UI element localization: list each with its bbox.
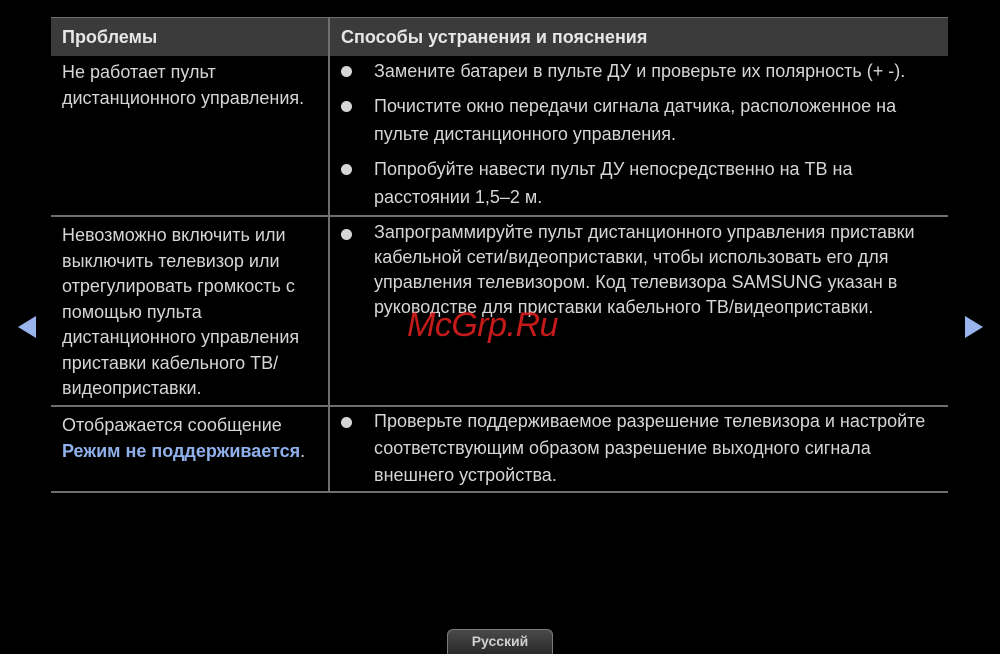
table-row xyxy=(51,407,948,493)
table-header xyxy=(51,17,948,56)
bullet-icon xyxy=(341,57,374,85)
bullet-icon xyxy=(341,408,374,489)
mode-not-supported-highlight: Режим не поддерживается xyxy=(62,440,301,461)
problem-suffix: . xyxy=(300,440,306,461)
bullet-icon xyxy=(341,220,374,320)
troubleshooting-table xyxy=(51,17,948,493)
bullet-icon xyxy=(341,155,374,211)
solution-text: Почистите окно передачи сигнала датчика, расположенное на пульте дистанционного управления. xyxy=(374,96,897,144)
solution-item xyxy=(341,155,942,211)
watermark: McGrp.Ru xyxy=(407,306,558,344)
solution-text: Замените батареи в пульте ДУ и проверьте их полярность (+ -). xyxy=(374,61,906,81)
solution-text: Попробуйте навести пульт ДУ непосредственно на ТВ на расстоянии 1,5–2 м. xyxy=(374,159,853,207)
problem-cell xyxy=(51,407,330,491)
solution-item xyxy=(341,92,942,148)
problem-text: Отображается сообщение xyxy=(62,415,282,435)
arrow-left-icon[interactable] xyxy=(18,316,36,338)
solution-cell xyxy=(330,407,948,491)
solution-item xyxy=(341,408,942,489)
header-problems: Проблемы xyxy=(51,18,330,56)
solution-text: Проверьте поддерживаемое разрешение телевизора и настройте соответствующим образом разрешение выходного сигнала внешнего устройства. xyxy=(374,411,926,485)
problem-cell: Не работает пульт дистанционного управления. xyxy=(51,56,330,215)
problem-cell: Невозможно включить или выключить телевизор или отрегулировать громкость с помощью пульта дистанционного управления приставки кабельного ТВ/видеоприставки. xyxy=(51,217,330,405)
solution-text: Запрограммируйте пульт дистанционного управления приставки кабельной сети/видеоприставки, чтобы использовать его для управления телевизором. Код телевизора SAMSUNG указан в руководстве для приставки кабельного ТВ/видеоприставки. xyxy=(374,222,915,317)
table-row xyxy=(51,56,948,217)
solution-item xyxy=(341,220,942,320)
header-solutions: Способы устранения и пояснения xyxy=(341,27,648,47)
solution-item xyxy=(341,57,942,85)
bullet-icon xyxy=(341,92,374,148)
solution-cell xyxy=(330,56,948,215)
arrow-right-icon[interactable] xyxy=(965,316,983,338)
language-tab[interactable]: Русский xyxy=(447,629,553,654)
